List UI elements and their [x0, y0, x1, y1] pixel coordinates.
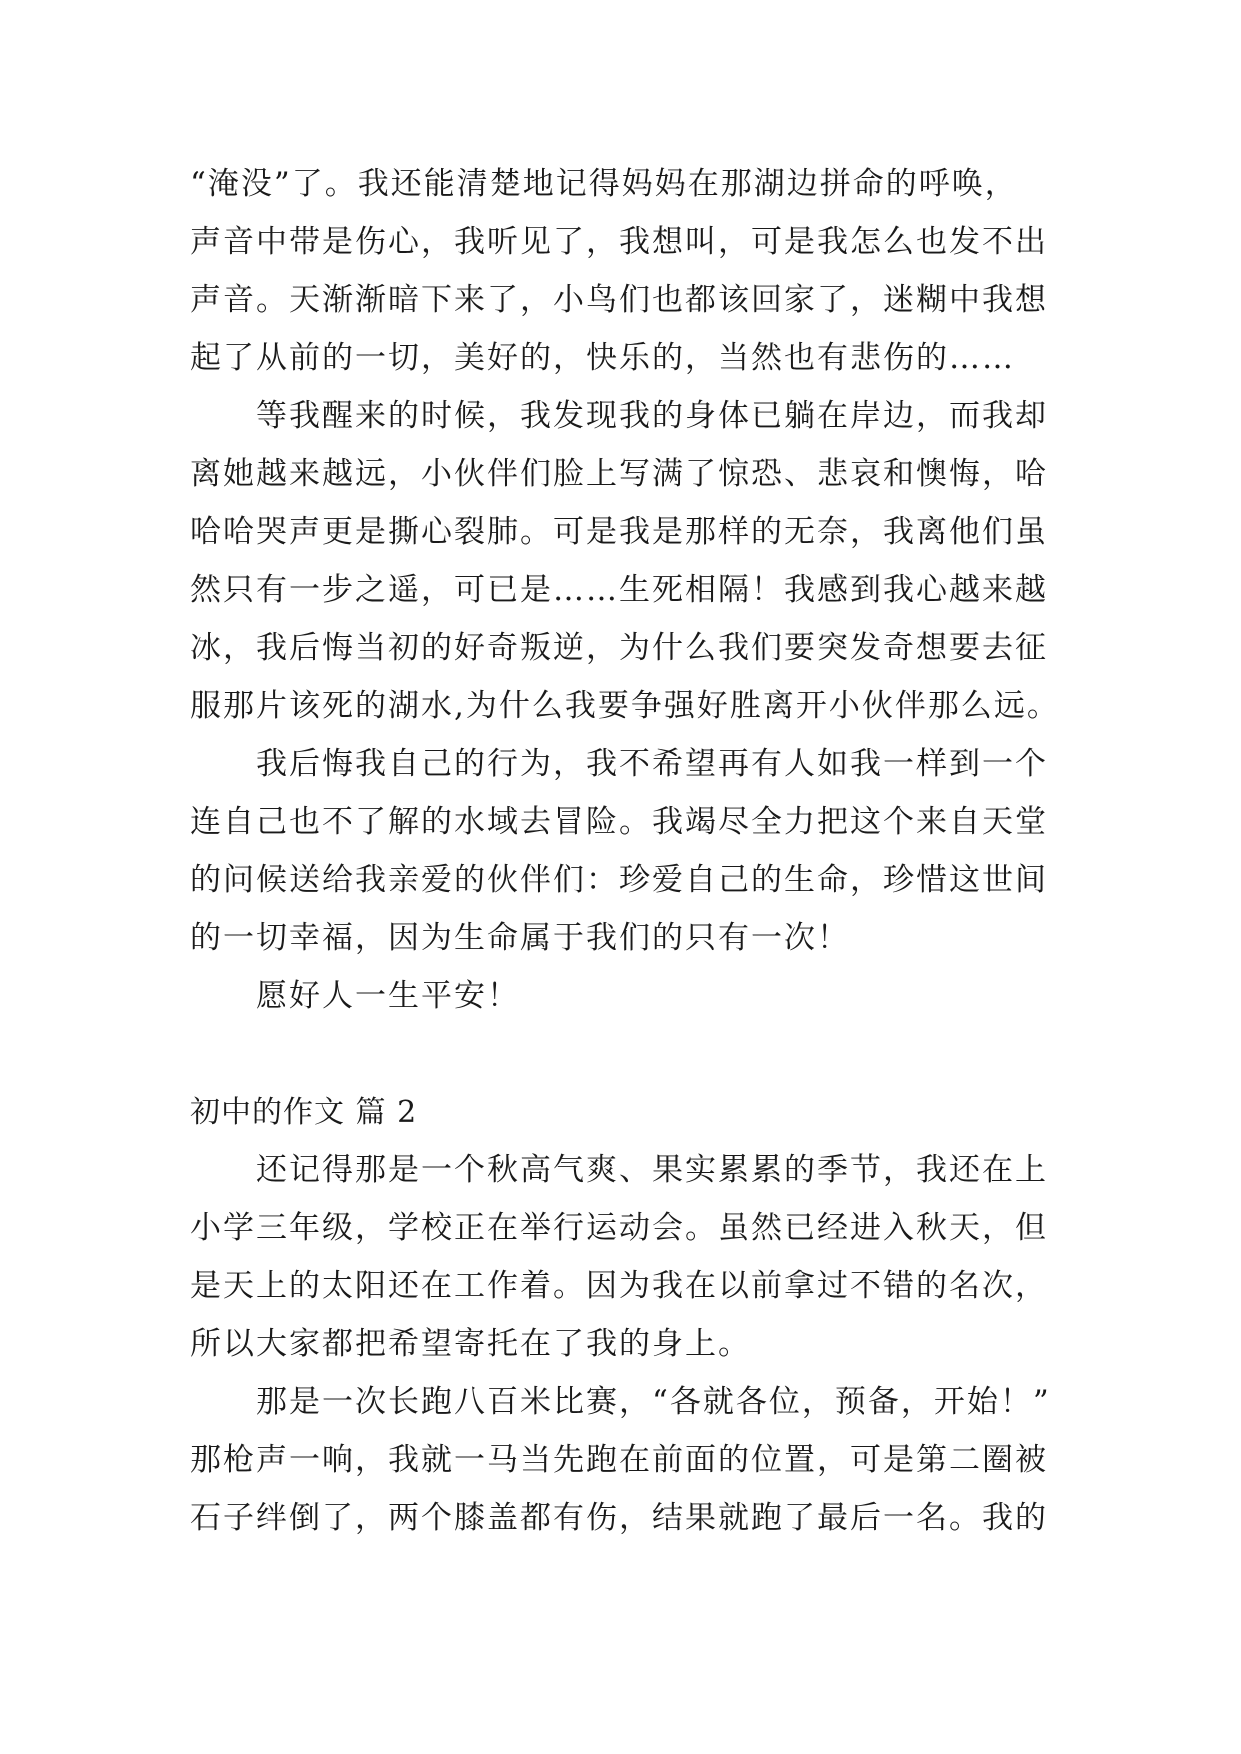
text-line: 等我醒来的时候，我发现我的身体已躺在岸边，而我却	[190, 398, 1048, 434]
text-line: 的问候送给我亲爱的伙伴们：珍爱自己的生命，珍惜这世间	[190, 862, 1048, 898]
text-line: 哈哈哭声更是撕心裂肺。可是我是那样的无奈，我离他们虽	[190, 514, 1048, 550]
text-line: 所以大家都把希望寄托在了我的身上。	[190, 1326, 751, 1362]
text-line: 小学三年级，学校正在举行运动会。虽然已经进入秋天，但	[190, 1210, 1048, 1246]
text-line: 的一切幸福，因为生命属于我们的只有一次！	[190, 920, 850, 956]
text-line: 愿好人一生平安！	[190, 978, 520, 1014]
section-heading: 初中的作文 篇 2	[190, 1095, 418, 1130]
text-line: 那是一次长跑八百米比赛，“各就各位，预备，开始！”	[190, 1384, 1051, 1420]
text-line: 冰，我后悔当初的好奇叛逆，为什么我们要突发奇想要去征	[190, 630, 1048, 666]
text-line: 服那片该死的湖水,为什么我要争强好胜离开小伙伴那么远。	[190, 688, 1060, 724]
text-line: 还记得那是一个秋高气爽、果实累累的季节，我还在上	[190, 1152, 1048, 1188]
text-line: “淹没”了。我还能清楚地记得妈妈在那湖边拼命的呼唤，	[190, 166, 1018, 202]
text-line: 连自己也不了解的水域去冒险。我竭尽全力把这个来自天堂	[190, 804, 1048, 840]
text-line: 起了从前的一切，美好的，快乐的，当然也有悲伤的……	[190, 340, 1015, 376]
text-line: 石子绊倒了，两个膝盖都有伤，结果就跑了最后一名。我的	[190, 1500, 1048, 1536]
text-line: 声音。天渐渐暗下来了，小鸟们也都该回家了，迷糊中我想	[190, 282, 1048, 318]
text-line: 是天上的太阳还在工作着。因为我在以前拿过不错的名次，	[190, 1268, 1048, 1304]
text-line: 那枪声一响，我就一马当先跑在前面的位置，可是第二圈被	[190, 1442, 1048, 1478]
text-line: 声音中带是伤心，我听见了，我想叫，可是我怎么也发不出	[190, 224, 1048, 260]
text-line: 离她越来越远，小伙伴们脸上写满了惊恐、悲哀和懊悔，哈	[190, 456, 1048, 492]
text-line: 然只有一步之遥，可已是……生死相隔！我感到我心越来越	[190, 572, 1048, 608]
text-line: 我后悔我自己的行为，我不希望再有人如我一样到一个	[190, 746, 1048, 782]
